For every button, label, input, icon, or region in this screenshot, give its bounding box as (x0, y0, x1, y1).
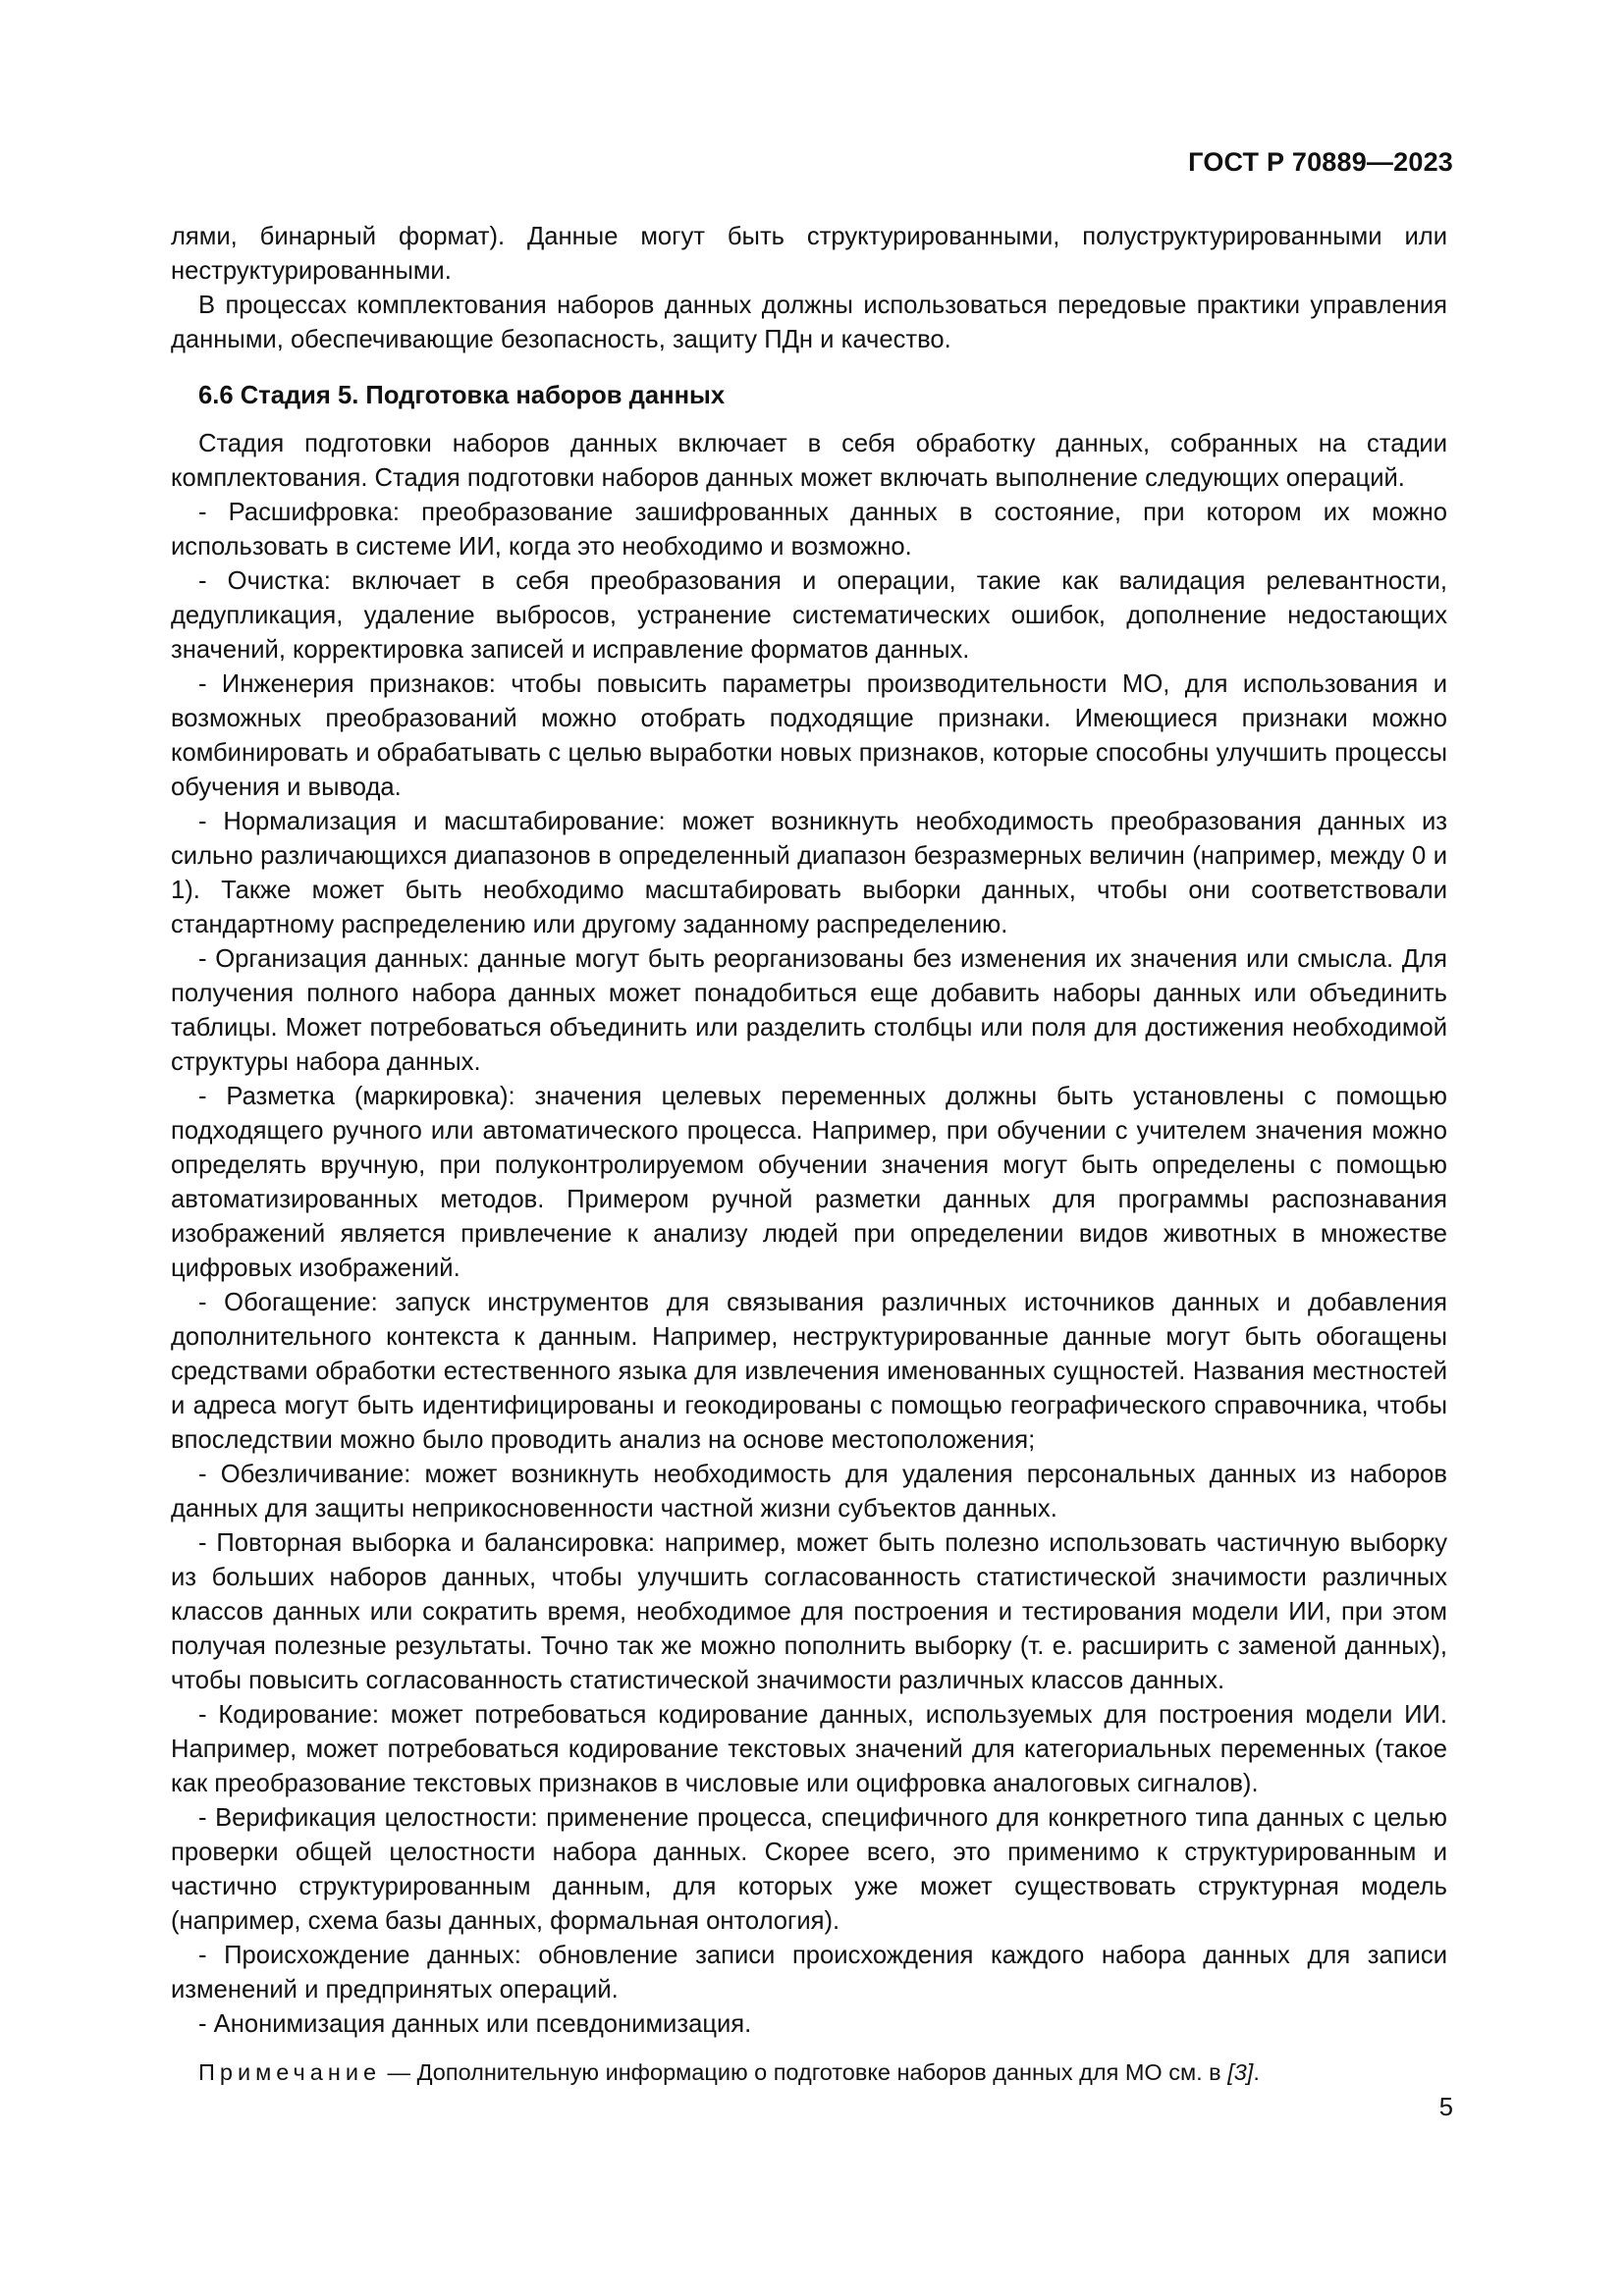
list-item: - Разметка (маркировка): значения целевых переменных должны быть установлены с помощью подходящего ручного или автоматического процесса. Например, при обучении с учителем значения можно определять вручную, при полуконтролируемом обучении значения могут быть определены с помощью автоматизированных методов. Примером ручной разметки данных для программы распознавания изображений является привлечение к анализу людей при определении видов животных в множестве цифровых изображений. (171, 1083, 1447, 1282)
list-item: - Нормализация и масштабирование: может возникнуть необходимость преобразования данных из сильно различающихся диапазонов в определенный диапазон безразмерных величин (например, между 0 и 1). Также может быть необходимо масштабировать выборки данных, чтобы они соответствовали стандартному распределению или другому заданному распределению. (171, 808, 1447, 938)
document-body (171, 220, 1447, 2090)
paragraph: В процессах комплектования наборов данных должны использоваться передовые практики управления данными, обеспечивающие безопасность, защиту ПДн и качество. (171, 292, 1447, 353)
page-number: 5 (1438, 2094, 1453, 2121)
note (171, 2056, 1447, 2090)
note-end: . (1253, 2059, 1260, 2085)
section-heading: 6.6 Стадия 5. Подготовка наборов данных (198, 382, 726, 409)
document-header-title: ГОСТ Р 70889—2023 (1188, 147, 1453, 177)
list-item: - Происхождение данных: обновление записи происхождения каждого набора данных для записи изменений и предпринятых операций. (171, 1942, 1447, 2003)
note-dash: — (381, 2059, 417, 2085)
list-item: - Очистка: включает в себя преобразования и операции, такие как валидация релевантности, дедупликация, удаление выбросов, устранение систематических ошибок, дополнение недостающих значений, корректировка записей и исправление форматов данных. (171, 567, 1447, 664)
list-item: - Повторная выборка и балансировка: например, может быть полезно использовать частичную выборку из больших наборов данных, чтобы улучшить согласованность статистической значимости различных классов данных или сократить время, необходимое для построения и тестирования модели ИИ, при этом получая полезные результаты. Точно так же можно пополнить выборку (т. е. расширить с заменой данных), чтобы повысить согласованность статистической значимости различных классов данных. (171, 1529, 1447, 1694)
list-item: - Анонимизация данных или псевдонимизация. (198, 2010, 752, 2038)
note-text: Дополнительную информацию о подготовке наборов данных для МО см. в (416, 2059, 1228, 2085)
spacer (171, 357, 1447, 379)
list-item: - Кодирование: может потребоваться кодирование данных, используемых для построения модели ИИ. Например, может потребоваться кодирование текстовых значений для категориальных переменных (такое как преобразование текстовых признаков в числовые или оцифровка аналоговых сигналов). (171, 1701, 1447, 1797)
list-item: - Инженерия признаков: чтобы повысить параметры производительности МО, для использования и возможных преобразований можно отобрать подходящие признаки. Имеющиеся признаки можно комбинировать и обрабатывать с целью выработки новых признаков, которые способны улучшить процессы обучения и вывода. (171, 670, 1447, 801)
list-item: - Обезличивание: может возникнуть необходимость для удаления персональных данных из наборов данных для защиты неприкосновенности частной жизни субъектов данных. (171, 1461, 1447, 1522)
note-label: Примечание (198, 2059, 382, 2085)
note-reference[interactable]: [3] (1227, 2059, 1254, 2085)
list-item: - Верификация целостности: применение процесса, специфичного для конкретного типа данных с целью проверки общей целостности набора данных. Скорее всего, это применимо к структурированным и частично структурированным данным, для которых уже может существовать структурная модель (например, схема базы данных, формальная онтология). (171, 1804, 1447, 1935)
list-item: - Обогащение: запуск инструментов для связывания различных источников данных и добавления дополнительного контекста к данным. Например, неструктурированные данные могут быть обогащены средствами обработки естественного языка для извлечения именованных сущностей. Названия местностей и адреса могут быть идентифицированы и геокодированы с помощью географического справочника, чтобы впоследствии можно было проводить анализ на основе местоположения; (171, 1289, 1447, 1454)
list-item: - Расшифровка: преобразование зашифрованных данных в состояние, при котором их можно использовать в системе ИИ, когда это необходимо и возможно. (171, 499, 1447, 561)
paragraph-intro: Стадия подготовки наборов данных включает в себя обработку данных, собранных на стадии комплектования. Стадия подготовки наборов данных может включать выполнение следующих операций. (171, 430, 1447, 492)
list-item: - Организация данных: данные могут быть реорганизованы без изменения их значения или смысла. Для получения полного набора данных может понадобиться еще добавить наборы данных или объединить таблицы. Может потребоваться объединить или разделить столбцы или поля для достижения необходимой структуры набора данных. (171, 945, 1447, 1076)
paragraph-continuation: лями, бинарный формат). Данные могут быть структурированными, полуструктурированными или неструктурированными. (171, 223, 1447, 285)
